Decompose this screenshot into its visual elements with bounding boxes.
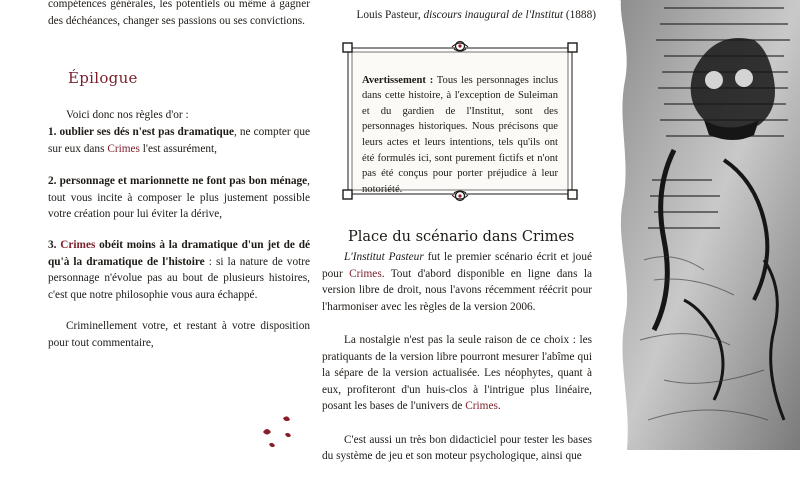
warning-label: Avertissement : [362,74,434,86]
top-fleuron-icon [452,42,468,52]
rule-1 [48,124,310,157]
rule-2-bold: 2. personnage et marionnette ne font pas bon ménage [48,175,308,187]
quote-year: (1888) [563,9,596,22]
quote-author: Louis Pasteur, [356,9,424,22]
rule-3-bold: obéit moins à la dramatique d'un jet de dé qu'à la dramatique de l'histoire [48,239,310,268]
rule-1-text-a: , ne compter que sur eux dans [48,126,310,155]
warning-body: Tous les personnages inclus dans cette histoire, à l'exception de Suleiman et du gardien de l'Institut, sont des personnages historiques. Nous précisons que leurs actes et leurs intentions, tels qu'ils ont été formulés ici, sont purement fictifs et n'ont pas été conçus pour porter préjudice à leur notoriété. [362,74,558,195]
intro-paragraph: compétences générales, les potentiels ou même à gagner des déchéances, changer ses passions ou ses convictions. [48,0,310,27]
quote-source [356,7,596,24]
rule-1-bold: 1. oublier ses dés n'est pas dramatique [48,126,235,138]
rule-2-text: , tout vous incite à composer le plus justement possible votre création pour lui éviter la dérive, [48,175,310,221]
section-title: Place du scénario dans Crimes [348,229,575,245]
paragraph-1 [322,249,592,315]
closing-paragraph [48,318,310,351]
closing-text: Criminellement votre, et restant à votre disposition pour tout commentaire, [48,320,310,349]
rule-3 [48,237,310,303]
p2-text-a: La nostalgie n'est pas la seule raison de ce choix : les pratiquants de la version libre pourront mesurer l'abîme qui la sépare de la version actualisée. Les néophytes, quant à eux, profiteront d'un huis-clos à l'intrigue plus linéaire, posant les bases de l'univers de [322,333,592,413]
paragraph-2 [322,332,592,415]
rule-3-crimes: Crimes [60,239,96,251]
epilogue-heading: Épilogue [68,69,138,87]
rule-2 [48,173,310,223]
paragraph-3: C'est aussi un très bon didacticiel pour tester les bases du système de jeu et son moteur psychologique, ainsi que [322,433,592,463]
manuscript-artwork [604,0,800,450]
p1-text-a: fut le premier scénario écrit et joué pour [322,251,592,280]
p2-text-b: . [497,400,501,413]
quote-work: discours inaugural de l'Institut [423,9,564,22]
p1-crimes: Crimes [349,267,382,280]
rule-3-num: 3. [48,239,61,251]
p1-text-b: . Tout d'abord disponible en ligne dans la version libre de droit, nous l'avons récemment réécrit pour l'harmoniser avec les règles de la version 2006. [322,267,592,313]
rule-3-text: : si la nature de votre personnage n'évolue pas au bout de plusieurs histoires, c'est que notre philosophie vous aura échappé. [48,255,311,301]
petals-ornament [255,410,305,450]
p2-crimes: Crimes [465,400,498,413]
rules-intro: Voici donc nos règles d'or : [66,109,189,121]
rule-1-crimes: Crimes [107,142,140,155]
warning-text [362,73,558,198]
body-text [322,249,592,481]
p1-italic: L'Institut Pasteur [344,251,424,263]
rule-1-text-b: l'est assurément, [139,142,217,155]
